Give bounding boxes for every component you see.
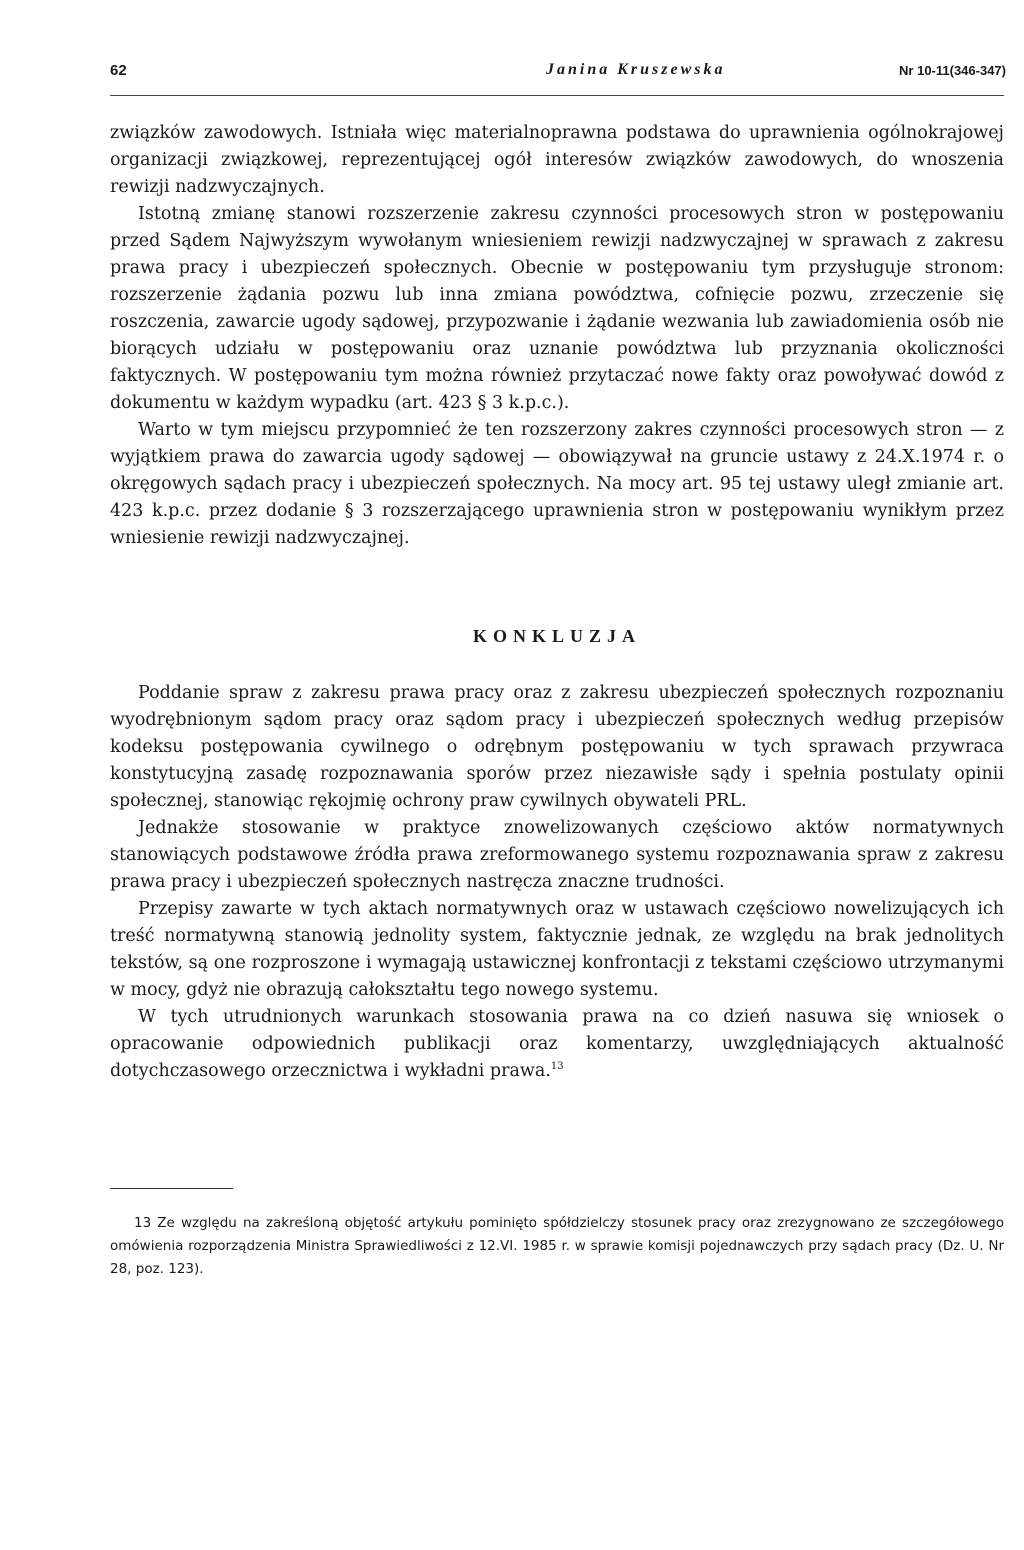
header-divider: [110, 95, 1004, 96]
paragraph: Poddanie spraw z zakresu prawa pracy oraz z zakresu ubezpieczeń społecznych rozpoznaniu wyodrębnionym sądom pracy oraz sądom pracy i ubezpieczeń społecznych według przepisów kodeksu postępowania cywilnego o odrębnym postępowaniu w tych sprawach przywraca konstytucyjną zasadę rozpoznawania sporów przez niezawisłe sądy i spełnia postulaty opinii społecznej, stanowiąc rękojmię ochrony praw cywilnych obywateli PRL.: [110, 683, 1004, 811]
page-number: 62: [110, 62, 127, 79]
paragraph: Jednakże stosowanie w praktyce znowelizowanych częściowo aktów normatywnych stanowiących podstawowe źródła prawa zreformowanego systemu rozpoznawania spraw z zakresu prawa pracy i ubezpieczeń społecznych nastręcza znaczne trudności.: [110, 818, 1004, 892]
paragraph: Warto w tym miejscu przypomnieć że ten rozszerzony zakres czynności procesowych stron — z wyjątkiem prawa do zawarcia ugody sądowej — obowiązywał na gruncie ustawy z 24.X.1974 r. o okręgowych sądach pracy i ubezpieczeń społecznych. Na mocy art. 95 tej ustawy uległ zmianie art. 423 k.p.c. przez dodanie § 3 rozszerzającego uprawnienia stron w postępowaniu wynikłym przez wniesienie rewizji nadzwyczajnej.: [110, 420, 1004, 548]
footnote-number: 13: [134, 1215, 152, 1231]
paragraph: związków zawodowych. Istniała więc materialnoprawna podstawa do uprawnienia ogólnokrajowej organizacji związkowej, reprezentującej ogół interesów związków zawodowych, do wnoszenia rewizji nadzwyczajnych.: [110, 123, 1004, 197]
section-heading: KONKLUZJA: [472, 626, 641, 646]
footnote: [110, 1212, 1004, 1281]
issue-number: Nr 10-11(346-347): [899, 63, 1006, 78]
paragraph: Przepisy zawarte w tych aktach normatywnych oraz w ustawach częściowo nowelizujących ich treść normatywną stanowią jednolity system, faktycznie jednak, ze względu na brak jednolitych tekstów, są one rozproszone i wymagają ustawicznej konfrontacji z tekstami częściowo utrzymanymi w mocy, gdyż nie obrazują całokształtu tego nowego systemu.: [110, 899, 1004, 1000]
footnotes: [110, 1212, 1004, 1281]
main-text: [110, 120, 1004, 552]
footnote-text: Ze względu na zakreśloną objętość artykułu pominięto spółdzielczy stosunek pracy oraz zrezygnowano ze szczegółowego omówienia rozporządzenia Ministra Sprawiedliwości z 12.VI. 1985 r. w sprawie komisji pojednawczych przy sądach pracy (Dz. U. Nr 28, poz. 123).: [110, 1215, 1004, 1277]
paragraph-text: W tych utrudnionych warunkach stosowania prawa na co dzień nasuwa się wniosek o opracowanie odpowiednich publikacji oraz komentarzy, uwzględniających aktualność dotychczasowego orzecznictwa i wykładni prawa.: [110, 1007, 1004, 1081]
running-header: [110, 62, 1006, 88]
footnote-reference[interactable]: 13: [550, 1061, 564, 1073]
paragraph: Istotną zmianę stanowi rozszerzenie zakresu czynności procesowych stron w postępowaniu przed Sądem Najwyższym wywołanym wniesieniem rewizji nadzwyczajnej w sprawach z zakresu prawa pracy i ubezpieczeń społecznych. Obecnie w postępowaniu tym przysługuje stronom: rozszerzenie żądania pozwu lub inna zmiana powództwa, cofnięcie pozwu, zrzeczenie się roszczenia, zawarcie ugody sądowej, przypozwanie i żądanie wezwania lub zawiadomienia osób nie biorących udziału w postępowaniu oraz uznanie powództwa lub przyznania okoliczności faktycznych. W postępowaniu tym można również przytaczać nowe fakty oraz powoływać dowód z dokumentu w każdym wypadku (art. 423 § 3 k.p.c.).: [110, 204, 1004, 413]
paragraph-with-footnote: [110, 1004, 1004, 1085]
running-header-author: Janina Kruszewska: [546, 61, 726, 78]
footnote-divider: [110, 1188, 233, 1189]
conclusion-section: [110, 680, 1004, 1085]
